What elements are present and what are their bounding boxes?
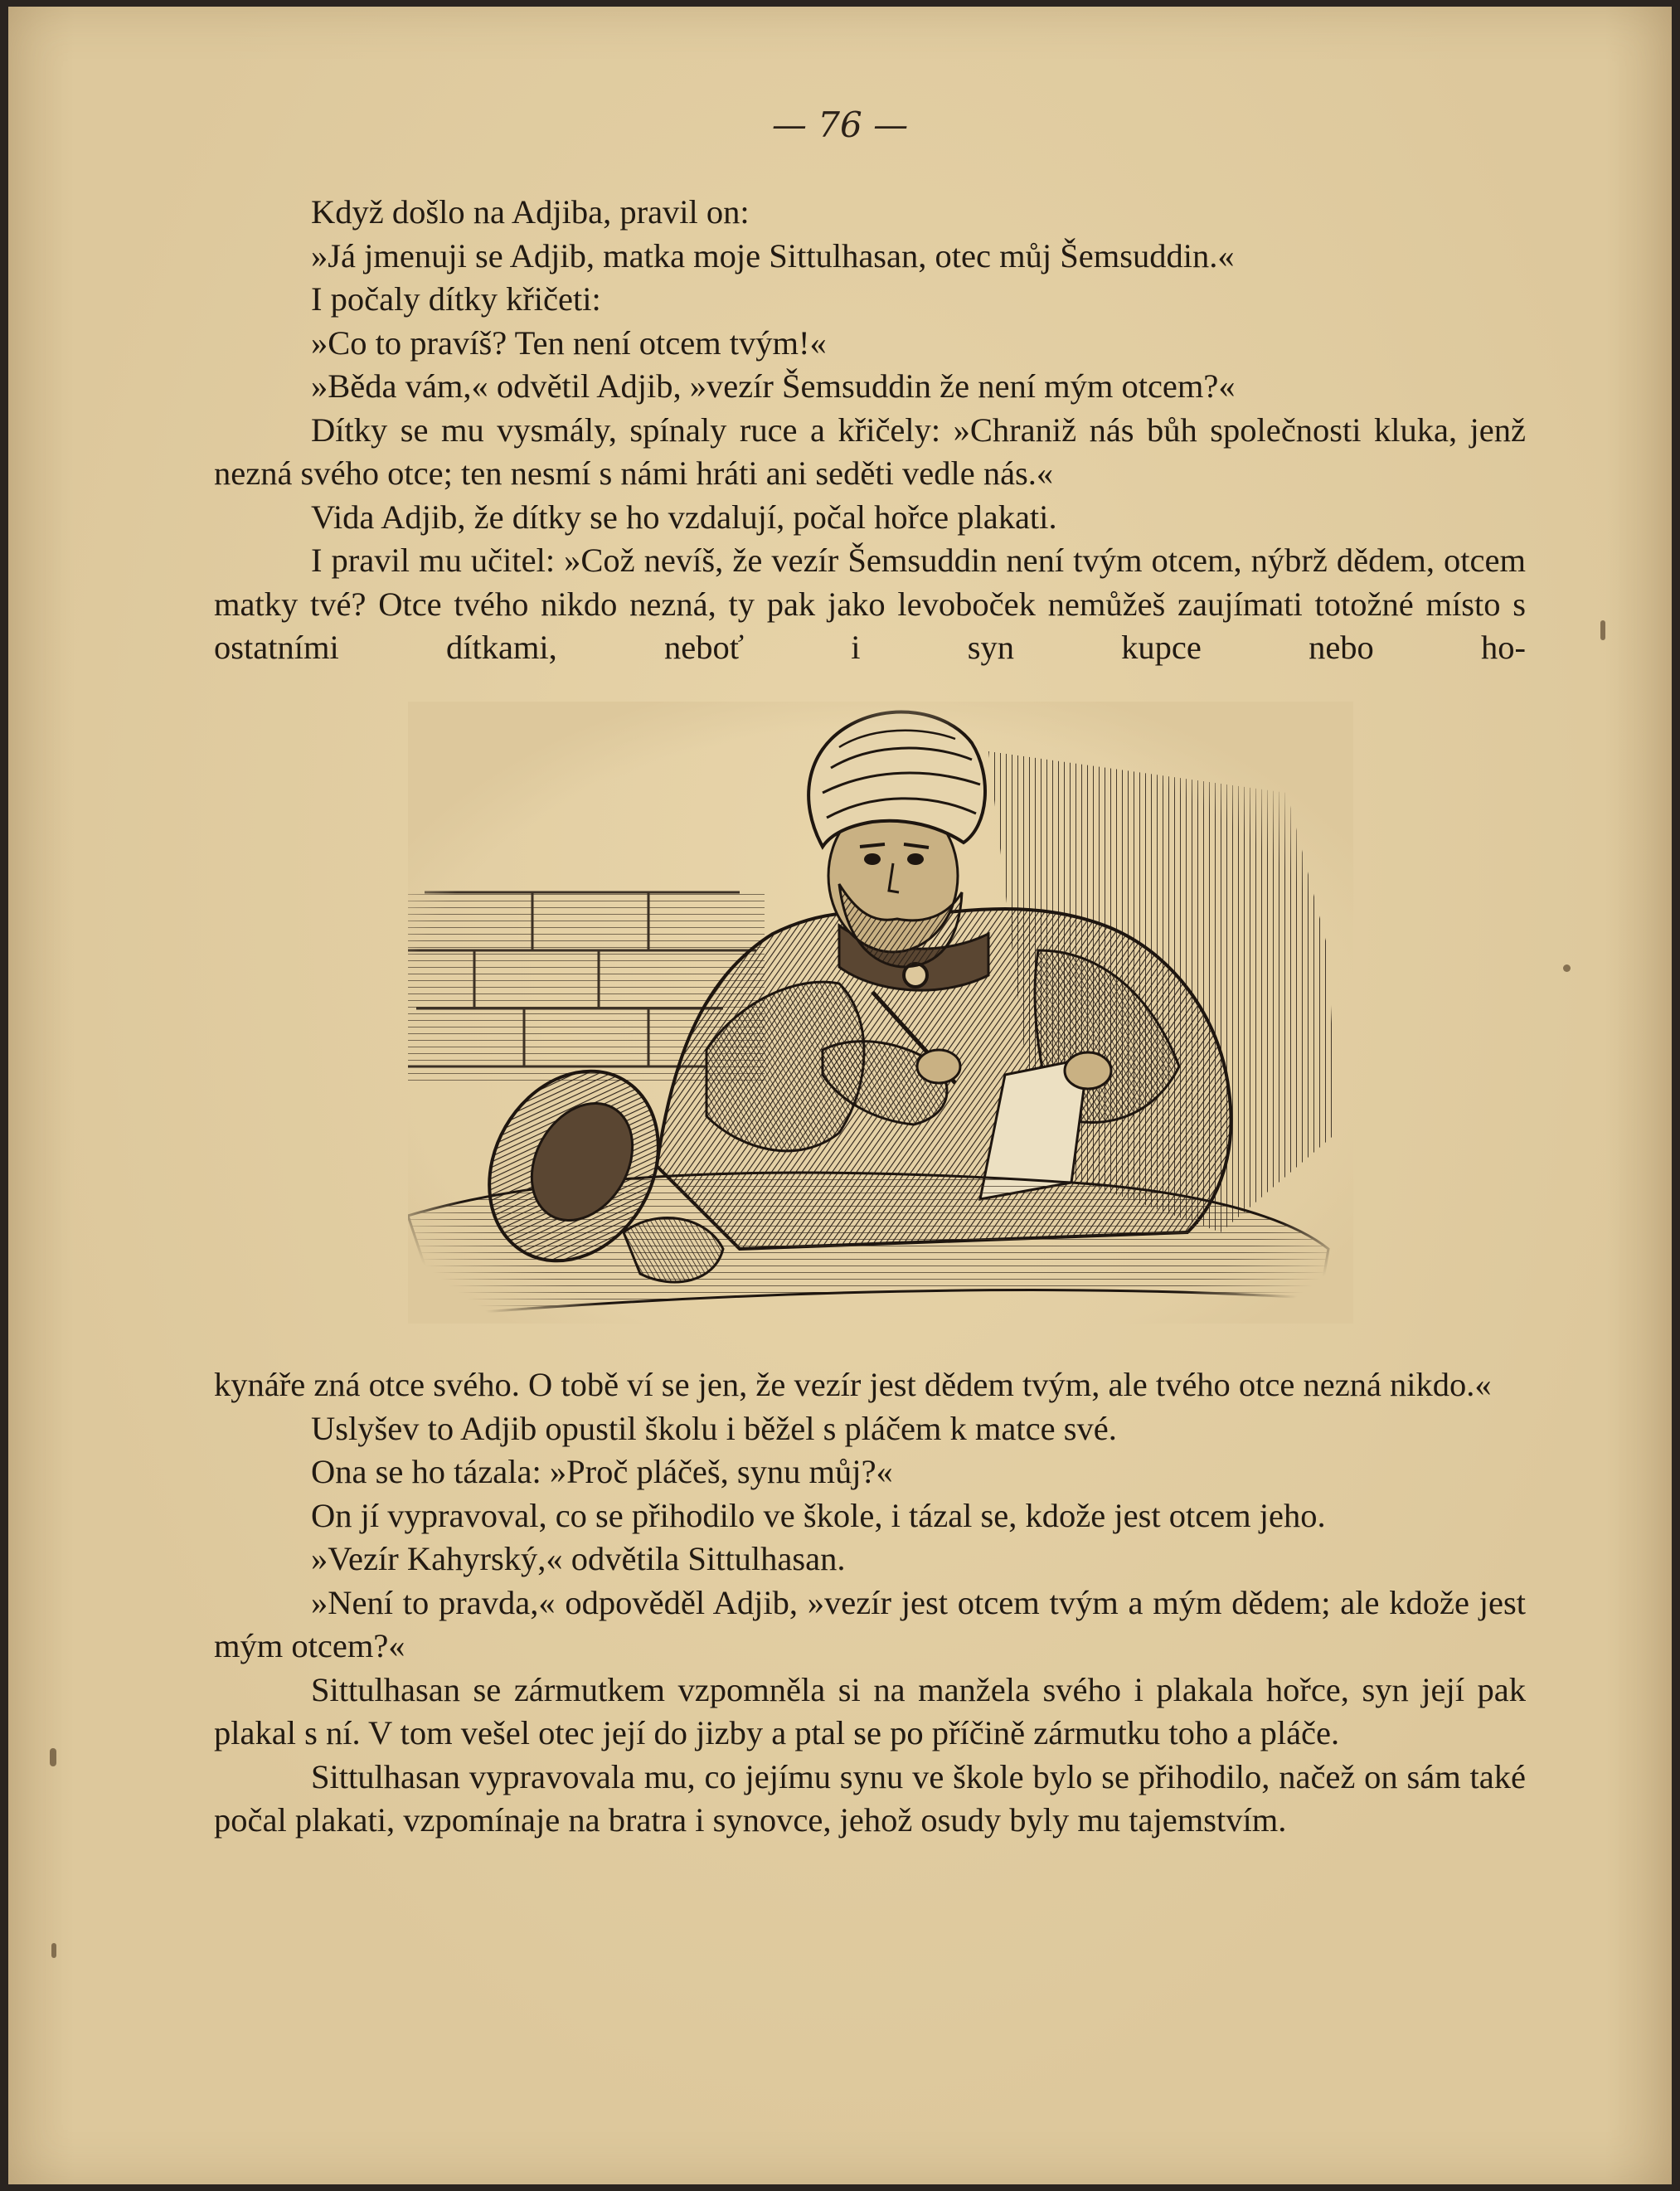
- paragraph: »Vezír Kahyrský,« odvětila Sittulhasan.: [311, 1540, 846, 1577]
- paragraph: »Není to pravda,« odpověděl Adjib, »vezír jest otcem tvým a mým dědem; ale kdože jest mým otcem?«: [214, 1583, 1526, 1664]
- paragraph: Sittulhasan se zármutkem vzpomněla si na manžela svého i plakala hořce, syn její pak plakal s ní. V tom vešel otec její do jizby a ptal se po příčině zármutku toho a pláče.: [214, 1670, 1526, 1751]
- paragraph: Dítky se mu vysmály, spínaly ruce a křičely: »Chraniž nás bůh společnosti kluka, jenž nezná svého otce; ten nesmí s námi hráti ani seděti vedle nás.«: [214, 411, 1526, 492]
- engraving-illustration: [408, 702, 1353, 1324]
- ink-speck: [51, 1943, 56, 1958]
- paragraph: »Běda vám,« odvětil Adjib, »vezír Šemsuddin že není mým otcem?«: [311, 367, 1236, 405]
- ink-speck: [50, 1748, 56, 1766]
- paragraph: Když došlo na Adjiba, pravil on:: [311, 193, 750, 231]
- ink-speck: [1600, 620, 1605, 640]
- paragraph: Vida Adjib, že dítky se ho vzdalují, počal hořce plakati.: [311, 498, 1057, 536]
- paragraph: kynáře zná otce svého. O tobě ví se jen, že vezír jest dědem tvým, ale tvého otce nezná nikdo.«: [214, 1366, 1492, 1403]
- page-number: — 76 —: [771, 104, 909, 145]
- ink-speck: [1563, 964, 1571, 972]
- lower-text-block: [214, 1363, 1526, 1843]
- upper-text-block: [214, 191, 1526, 670]
- paragraph: »Já jmenuji se Adjib, matka moje Sittulhasan, otec můj Šemsuddin.«: [311, 236, 1235, 274]
- paragraph: Uslyšev to Adjib opustil školu i běžel s pláčem k matce své.: [311, 1409, 1117, 1447]
- paragraph: On jí vypravoval, co se přihodilo ve škole, i tázal se, kdože jest otcem jeho.: [311, 1496, 1326, 1534]
- paragraph: I počaly dítky křičeti:: [311, 280, 601, 318]
- paragraph: I pravil mu učitel: »Což nevíš, že vezír Šemsuddin není tvým otcem, nýbrž dědem, otcem matky tvé? Otce tvého nikdo nezná, ty pak jako levoboček nemůžeš zaujímati totožné místo s ostatními dítkami, neboť i syn kupce nebo ho-: [214, 542, 1526, 666]
- book-page: [8, 7, 1672, 2184]
- paragraph: Ona se ho tázala: »Proč pláčeš, synu můj?«: [311, 1453, 893, 1490]
- paragraph: »Co to pravíš? Ten není otcem tvým!«: [311, 323, 827, 362]
- paragraph: Sittulhasan vypravovala mu, co jejímu synu ve škole bylo se přihodilo, načež on sám také počal plakati, vzpomínaje na bratra i synovce, jehož osudy byly mu tajemstvím.: [214, 1757, 1526, 1839]
